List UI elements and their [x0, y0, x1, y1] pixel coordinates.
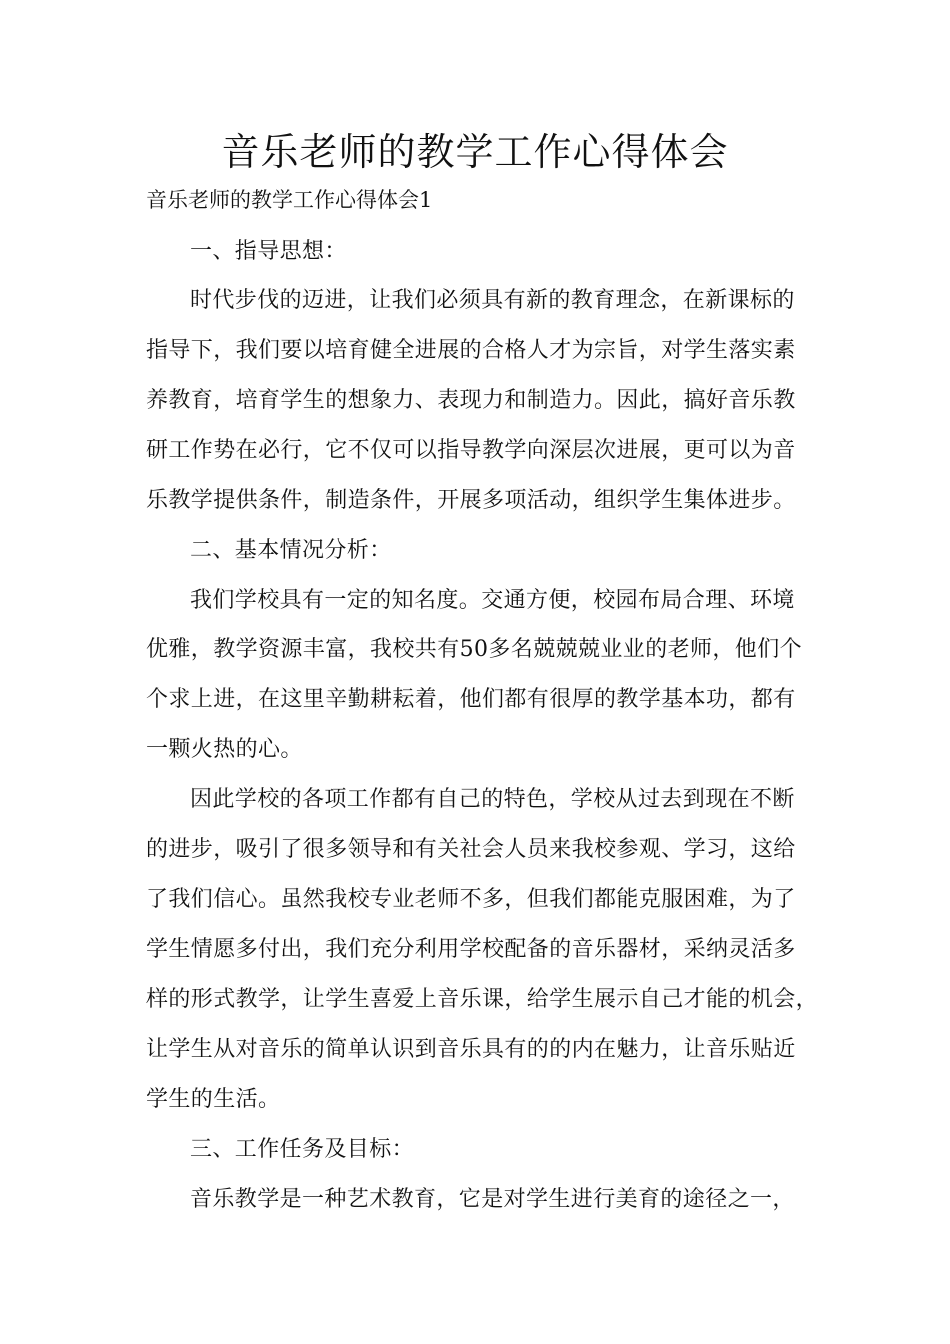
paragraph-line: 的进步，吸引了很多领导和有关社会人员来我校参观、学习，这给 — [146, 837, 796, 862]
paragraph-line: 一颗火热的心。 — [146, 737, 303, 762]
section-heading-guiding-ideology: 一、指导思想： — [190, 239, 347, 264]
paragraph-line: 音乐教学是一种艺术教育，它是对学生进行美育的途径之一， — [190, 1187, 795, 1212]
paragraph-line: 样的形式教学，让学生喜爱上音乐课，给学生展示自己才能的机会， — [146, 987, 819, 1012]
paragraph-line: 因此学校的各项工作都有自己的特色，学校从过去到现在不断 — [190, 787, 795, 812]
paragraph-line: 研工作势在必行，它不仅可以指导教学向深层次进展，更可以为音 — [146, 438, 796, 463]
document-title: 音乐老师的教学工作心得体会 — [221, 130, 729, 174]
paragraph-line: 学生的生活。 — [146, 1087, 281, 1112]
paragraph-line: 养教育，培育学生的想象力、表现力和制造力。因此，搞好音乐教 — [146, 388, 796, 413]
paragraph-line: 时代步伐的迈进，让我们必须具有新的教育理念，在新课标的 — [190, 288, 795, 313]
paragraph-line: 让学生从对音乐的简单认识到音乐具有的的内在魅力，让音乐贴近 — [146, 1037, 796, 1062]
paragraph-line: 了我们信心。虽然我校专业老师不多，但我们都能克服困难，为了 — [146, 887, 796, 912]
paragraph-line: 优雅，教学资源丰富，我校共有50多名兢兢兢业业的老师，他们个 — [146, 637, 802, 662]
section-heading-situation-analysis: 二、基本情况分析： — [190, 538, 392, 563]
paragraph-line: 学生情愿多付出，我们充分利用学校配备的音乐器材，采纳灵活多 — [146, 937, 796, 962]
paragraph-line: 乐教学提供条件，制造条件，开展多项活动，组织学生集体进步。 — [146, 488, 796, 513]
document-subtitle: 音乐老师的教学工作心得体会1 — [146, 188, 433, 212]
paragraph-line: 指导下，我们要以培育健全进展的合格人才为宗旨，对学生落实素 — [146, 338, 796, 363]
paragraph-line: 个求上进，在这里辛勤耕耘着，他们都有很厚的教学基本功，都有 — [146, 687, 796, 712]
paragraph-line: 我们学校具有一定的知名度。交通方便，校园布局合理、环境 — [190, 588, 795, 613]
section-heading-tasks-goals: 三、工作任务及目标： — [190, 1137, 415, 1162]
